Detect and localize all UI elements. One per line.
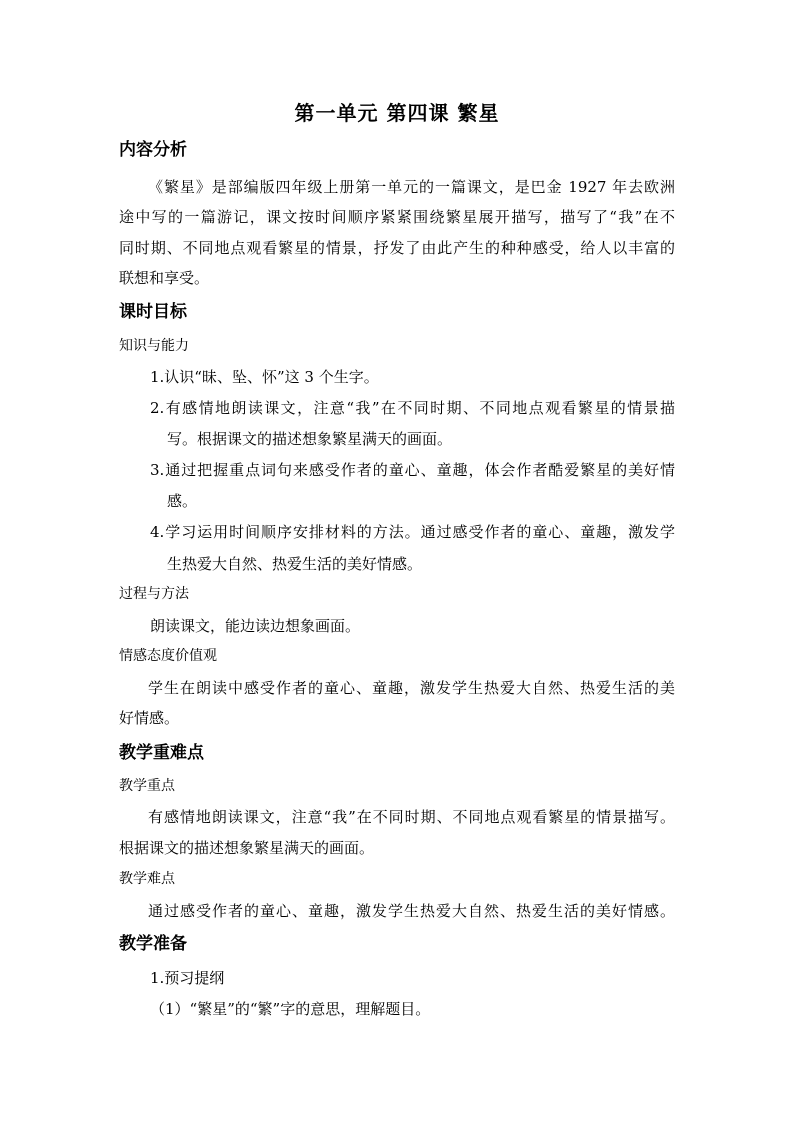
paragraph-line: 通过感受作者的童心、童趣，激发学生热爱大自然、热爱生活的美好情感。 (148, 902, 675, 920)
paragraph-line: 联想和享受。 (119, 269, 210, 287)
subheading-focus: 教学重点 (119, 778, 175, 794)
section-heading-objectives: 课时目标 (119, 302, 187, 322)
objective-item-continuation: 写。根据课文的描述想象繁星满天的画面。 (167, 430, 453, 448)
paragraph-line: 同时期、不同地点观看繁星的情景，抒发了由此产生的种种感受，给人以丰富的 (119, 239, 675, 257)
subheading-knowledge-ability: 知识与能力 (119, 338, 189, 354)
objective-item-continuation: 感。 (167, 492, 198, 510)
paragraph-line: 有感情地朗读课文，注意“我”在不同时期、不同地点观看繁星的情景描写。 (148, 808, 675, 826)
paragraph-line: 好情感。 (119, 709, 180, 727)
objective-item-continuation: 生热爱大自然、热爱生活的美好情感。 (167, 555, 423, 573)
preparation-item: 1.预习提纲 (150, 969, 225, 987)
objective-item: 1.认识“昧、坠、怀”这 3 个生字。 (150, 368, 379, 386)
section-heading-preparation: 教学准备 (119, 934, 187, 954)
section-heading-key-points: 教学重难点 (119, 743, 204, 763)
objective-item: 4.学习运用时间顺序安排材料的方法。通过感受作者的童心、童趣，激发学 (150, 523, 675, 541)
page-title: 第一单元 第四课 繁星 (294, 101, 500, 125)
section-heading-content-analysis: 内容分析 (119, 140, 187, 160)
subheading-difficulty: 教学难点 (119, 871, 175, 887)
paragraph-line: 学生在朗读中感受作者的童心、童趣，激发学生热爱大自然、热爱生活的美 (148, 679, 675, 697)
paragraph-line: 《繁星》是部编版四年级上册第一单元的一篇课文，是巴金 1927 年去欧洲 (148, 178, 675, 196)
subheading-process-method: 过程与方法 (119, 586, 189, 602)
objective-item: 2.有感情地朗读课文，注意“我”在不同时期、不同地点观看繁星的情景描 (150, 399, 675, 417)
subheading-emotion-values: 情感态度价值观 (119, 648, 217, 664)
objective-item: 3.通过把握重点词句来感受作者的童心、童趣，体会作者酷爱繁星的美好情 (150, 461, 675, 479)
paragraph-line: 朗读课文，能边读边想象画面。 (150, 617, 361, 635)
paragraph-line: 根据课文的描述想象繁星满天的画面。 (119, 839, 375, 857)
preparation-subitem: （1）“繁星”的“繁”字的意思，理解题目。 (150, 1000, 431, 1018)
paragraph-line: 途中写的一篇游记，课文按时间顺序紧紧围绕繁星展开描写，描写了“我”在不 (119, 208, 675, 226)
